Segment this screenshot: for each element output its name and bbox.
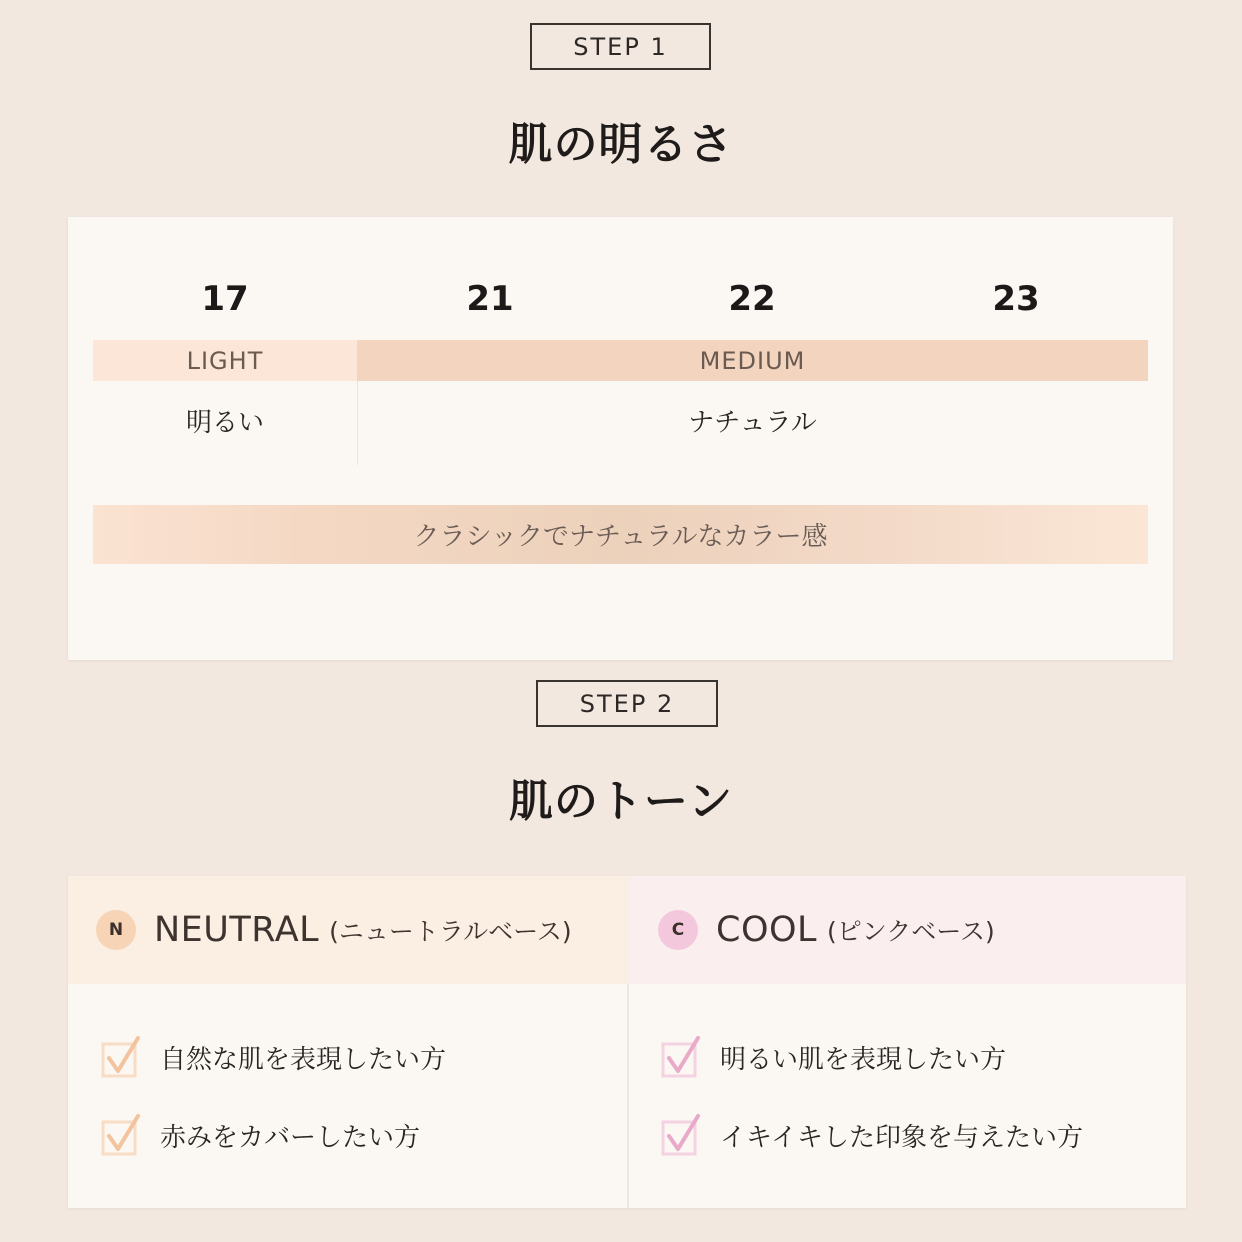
cool-subtitle: (ピンクベース) <box>827 917 995 946</box>
brightness-card <box>68 217 1173 660</box>
cool-header <box>630 876 1186 984</box>
neutral-badge-icon: N <box>96 910 136 950</box>
cool-name: COOL <box>716 910 818 950</box>
medium-band: MEDIUM <box>357 340 1148 381</box>
checkbox-check-icon <box>100 1034 146 1080</box>
checkbox-check-icon <box>660 1034 706 1080</box>
cool-item-text: 明るい肌を表現したい方 <box>720 1044 1007 1075</box>
shade-21: 21 <box>466 279 514 319</box>
shade-17: 17 <box>201 279 249 319</box>
tone-divider <box>627 984 629 1208</box>
cool-item-1 <box>660 1034 1006 1080</box>
checkbox-check-icon <box>100 1112 146 1158</box>
neutral-subtitle: (ニュートラルベース) <box>329 917 572 946</box>
tone-card <box>68 876 1186 1208</box>
step2-badge: STEP 2 <box>536 680 718 727</box>
shade-22: 22 <box>728 279 776 319</box>
cool-item-2 <box>660 1112 1083 1158</box>
neutral-item-text: 自然な肌を表現したい方 <box>160 1044 447 1075</box>
neutral-header <box>68 876 630 984</box>
neutral-item-1 <box>100 1034 446 1080</box>
neutral-item-2 <box>100 1112 420 1158</box>
medium-description: ナチュラル <box>688 408 817 438</box>
brightness-title: 肌の明るさ <box>508 119 734 170</box>
checkbox-check-icon <box>660 1112 706 1158</box>
light-band: LIGHT <box>93 340 357 381</box>
cool-item-text: イキイキした印象を与えたい方 <box>720 1122 1083 1153</box>
neutral-name: NEUTRAL <box>154 910 320 950</box>
shade-23: 23 <box>992 279 1040 319</box>
tone-title: 肌のトーン <box>508 776 734 827</box>
summary-bar: クラシックでナチュラルなカラー感 <box>93 505 1148 564</box>
cool-badge-icon: C <box>658 910 698 950</box>
neutral-item-text: 赤みをカバーしたい方 <box>160 1122 421 1153</box>
step1-badge: STEP 1 <box>530 23 711 70</box>
light-description: 明るい <box>185 408 264 438</box>
